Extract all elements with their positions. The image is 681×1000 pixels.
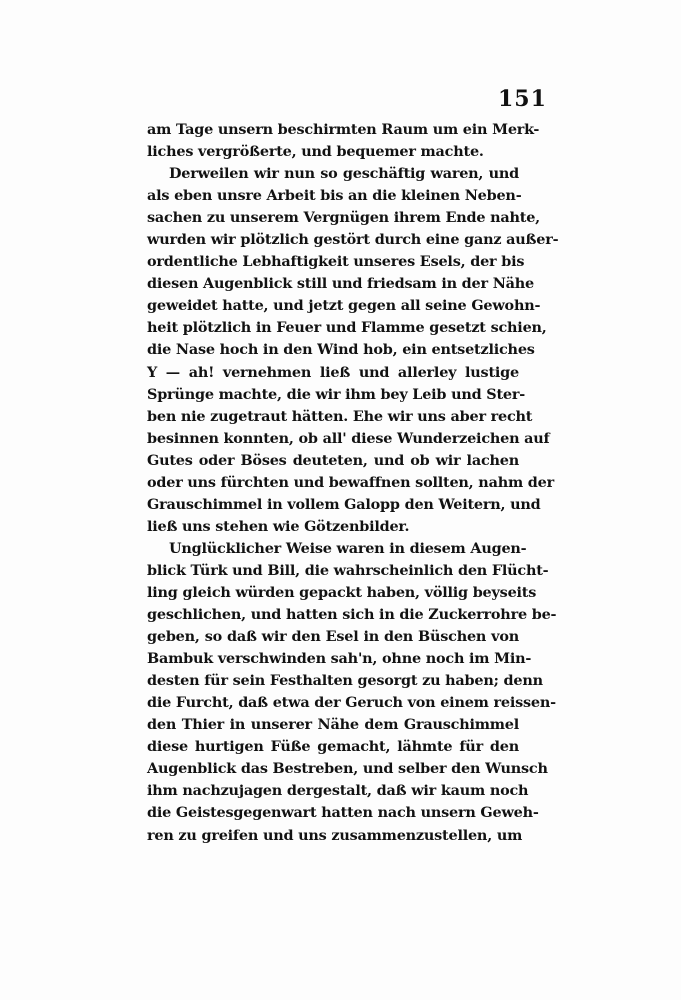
- text-line: blick Türk und Bill, die wahrscheinlich den Flücht-: [147, 561, 549, 579]
- text-line: oder uns fürchten und bewaffnen sollten, nahm der: [147, 473, 554, 491]
- text-line: Bambuk verschwinden sah'n, ohne noch im Min-: [147, 650, 532, 668]
- text-line: die Furcht, daß etwa der Geruch von einem reissen-: [147, 694, 556, 712]
- text-line: Sprünge machte, die wir ihm bey Leib und Ster-: [147, 385, 526, 403]
- text-line: diesen Augenblick still und friedsam in der Nähe: [147, 275, 534, 293]
- text-line: sachen zu unserem Vergnügen ihrem Ende nahte,: [147, 209, 540, 227]
- text-line: desten für sein Festhalten gesorgt zu haben; denn: [147, 672, 543, 690]
- text-line: ordentliche Lebhaftigkeit unseres Esels, der bis: [147, 253, 525, 271]
- text-line: wurden wir plötzlich gestört durch eine ganz außer-: [147, 231, 559, 249]
- text-line: ren zu greifen und uns zusammenzustellen, um: [147, 826, 523, 844]
- text-line: ben nie zugetraut hätten. Ehe wir uns aber recht: [147, 407, 533, 425]
- text-line: Derweilen wir nun so geschäftig waren, und: [169, 165, 519, 183]
- text-line: Unglücklicher Weise waren in diesem Augen-: [169, 539, 527, 557]
- text-line: ließ uns stehen wie Götzenbilder.: [147, 517, 410, 535]
- text-line: die Nase hoch in den Wind hob, ein entsetzliches: [147, 341, 535, 359]
- text-line: die Geistesgegenwart hatten nach unsern Geweh-: [147, 804, 539, 822]
- text-line: geschlichen, und hatten sich in die Zuckerrohre be-: [147, 606, 557, 624]
- body-text: [147, 119, 559, 847]
- text-line: Augenblick das Bestreben, und selber den Wunsch: [147, 760, 548, 778]
- text-line: Grauschimmel in vollem Galopp den Weitern, und: [147, 495, 541, 513]
- text-line: geben, so daß wir den Esel in den Büschen von: [147, 628, 519, 646]
- text-line: Y — ah! vernehmen ließ und allerley lustige: [147, 363, 519, 381]
- text-line: den Thier in unserer Nähe dem Grauschimmel: [147, 716, 519, 734]
- text-line: als eben unsre Arbeit bis an die kleinen Neben-: [147, 187, 522, 205]
- text-line: geweidet hatte, und jetzt gegen all seine Gewohn-: [147, 297, 541, 315]
- text-line: liches vergrößerte, und bequemer machte.: [147, 143, 484, 161]
- text-line: heit plötzlich in Feuer und Flamme gesetzt schien,: [147, 319, 547, 337]
- text-line: am Tage unsern beschirmten Raum um ein Merk-: [147, 121, 540, 138]
- text-line: Gutes oder Böses deuteten, und ob wir lachen: [147, 451, 519, 469]
- text-line: ihm nachzujagen dergestalt, daß wir kaum noch: [147, 782, 529, 800]
- text-line: besinnen konnten, ob all' diese Wunderzeichen auf: [147, 429, 550, 447]
- text-line: ling gleich würden gepackt haben, völlig beyseits: [147, 583, 537, 601]
- text-line: diese hurtigen Füße gemacht, lähmte für den: [147, 738, 519, 756]
- page-number: 151: [498, 86, 547, 112]
